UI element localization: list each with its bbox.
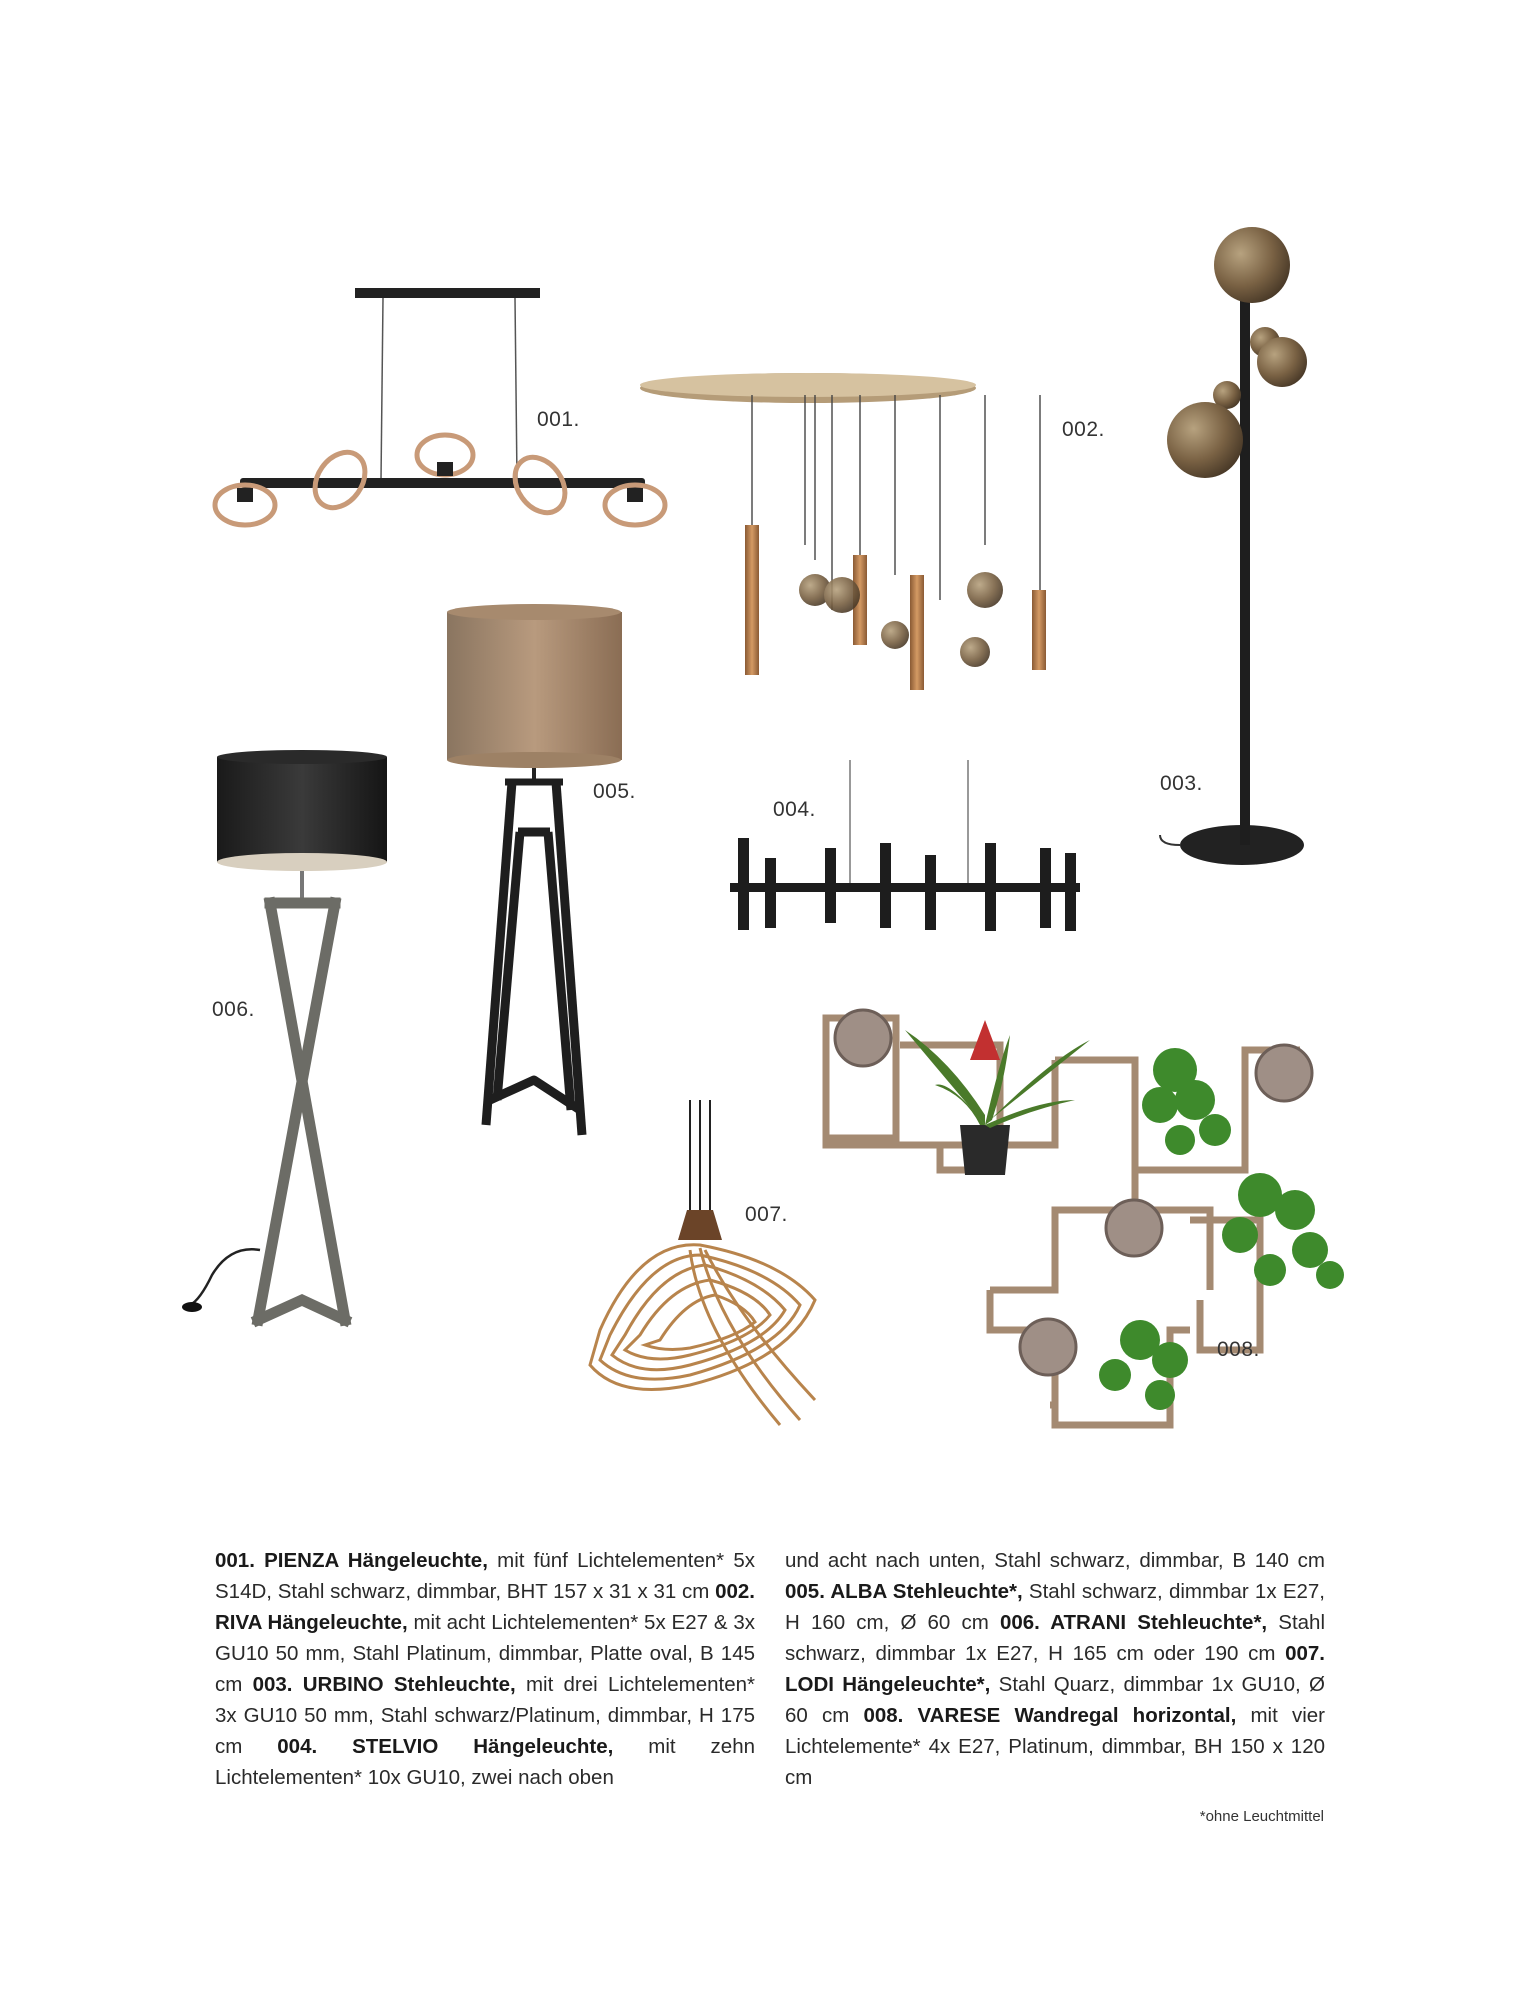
heading-004: 004. STELVIO Hängeleuchte, xyxy=(277,1735,614,1758)
lamp-007-lodi xyxy=(590,1100,815,1425)
desc-001: mit fünf Lichtelementen* 5x S14D, Stahl schwarz, dimmbar, BHT 157 x 31 x 31 cm xyxy=(215,1549,755,1603)
heading-008: 008. VARESE Wandregal horizontal, xyxy=(863,1704,1237,1727)
desc-005: Stahl schwarz, dimmbar 1x E27, H 160 cm, Ø 60 cm xyxy=(785,1580,1325,1634)
label-002: 002. xyxy=(1062,418,1105,441)
heading-007: 007. LODI Hängeleuchte*, xyxy=(785,1642,1325,1696)
desc-006: Stahl schwarz, dimmbar 1x E27, H 165 cm oder 190 cm xyxy=(785,1611,1326,1665)
desc-004-cont: und acht nach unten, Stahl schwarz, dimmbar, B 140 cm xyxy=(785,1549,1325,1572)
label-006: 006. xyxy=(212,998,255,1021)
lamp-004-stelvio xyxy=(730,760,1080,931)
description-right-column xyxy=(785,1545,1325,1793)
heading-003: 003. URBINO Stehleuchte, xyxy=(252,1673,516,1696)
desc-003: mit drei Lichtelementen* 3x GU10 50 mm, Stahl schwarz/Platinum, dimmbar, H 175 cm xyxy=(215,1673,755,1758)
label-004: 004. xyxy=(773,798,816,821)
description-left-column xyxy=(215,1545,755,1793)
heading-005: 005. ALBA Stehleuchte*, xyxy=(785,1580,1023,1603)
desc-004: mit zehn Lichtelementen* 10x GU10, zwei nach oben xyxy=(215,1735,755,1789)
lamp-001-pienza xyxy=(215,288,665,525)
heading-006: 006. ATRANI Stehleuchte*, xyxy=(999,1611,1268,1634)
label-001: 001. xyxy=(537,408,580,431)
footnote: *ohne Leuchtmittel xyxy=(1199,1808,1324,1825)
heading-001: 001. PIENZA Hängeleuchte, xyxy=(215,1549,488,1572)
desc-007: Stahl Quarz, dimmbar 1x GU10, Ø 60 cm xyxy=(785,1673,1325,1727)
label-007: 007. xyxy=(745,1203,788,1226)
lamp-005-alba xyxy=(447,604,622,1135)
label-003: 003. xyxy=(1160,772,1203,795)
desc-002: mit acht Lichtelementen* 5x E27 & 3x GU10 50 mm, Stahl Platinum, dimmbar, Platte oval, B 145 cm xyxy=(215,1611,755,1696)
lamp-006-atrani xyxy=(182,750,387,1320)
lamp-003-urbino xyxy=(1160,227,1307,865)
lamp-008-varese xyxy=(826,1010,1344,1425)
label-005: 005. xyxy=(593,780,636,803)
heading-002: 002. RIVA Hängeleuchte, xyxy=(215,1580,755,1634)
lamp-002-riva xyxy=(640,373,1046,690)
desc-008: mit vier Lichtelemente* 4x E27, Platinum, dimmbar, BH 150 x 120 cm xyxy=(785,1704,1325,1789)
label-008: 008. xyxy=(1217,1338,1260,1361)
